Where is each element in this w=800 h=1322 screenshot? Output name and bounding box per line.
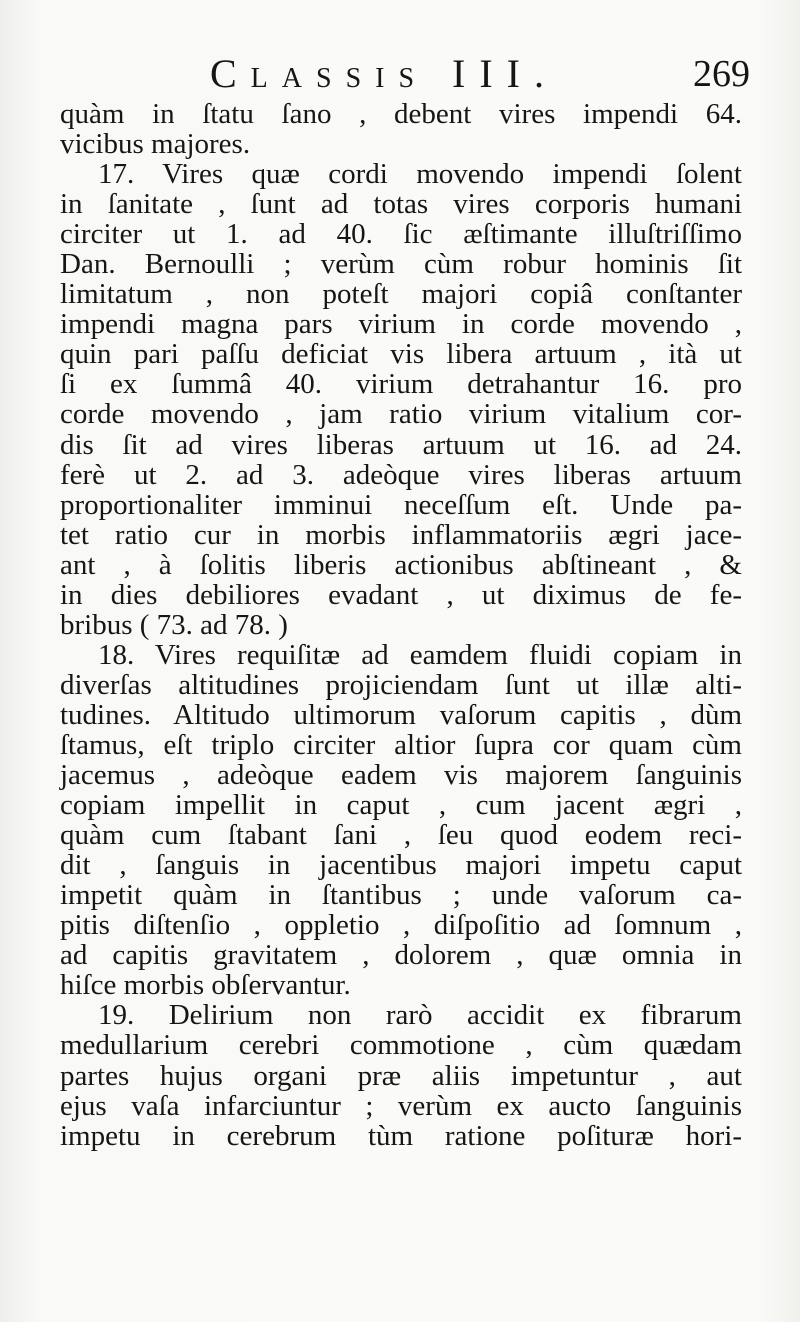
text-line: corde movendo , jam ratio virium vitalium cor- — [60, 398, 742, 431]
text-line: tet ratio cur in morbis inflammatoriis ægri jace- — [60, 518, 742, 551]
text-line: quàm in ſtatu ſano , debent vires impendi 64. — [60, 98, 742, 130]
text-line: medullarium cerebri commotione , cùm quædam — [60, 1029, 742, 1062]
text-line: proportionaliter imminui neceſſum eſt. Unde pa- — [60, 488, 742, 521]
text-line: jacemus , adeòque eadem vis majorem ſanguinis — [60, 759, 742, 792]
text-line: dis ſit ad vires liberas artuum ut 16. ad 24. — [60, 428, 742, 461]
text-line: 19. Delirium non rarò accidit ex fibrarum — [98, 999, 742, 1032]
text-line: diverſas altitudines projiciendam ſunt ut illæ alti- — [60, 668, 742, 701]
text-line: quàm cum ſtabant ſani , ſeu quod eodem reci- — [60, 819, 742, 852]
text-line: dit , ſanguis in jacentibus majori impetu caput — [60, 849, 742, 882]
text-line: 17. Vires quæ cordi movendo impendi ſolent — [98, 158, 742, 191]
text-line: partes hujus organi præ aliis impetuntur , aut — [60, 1059, 742, 1092]
page-number: 269 — [693, 53, 750, 95]
text-line: vicibus majores. — [60, 128, 251, 161]
text-line: impetu in cerebrum tùm ratione poſituræ hori- — [60, 1119, 742, 1152]
text-line: hiſce morbis obſervantur. — [60, 969, 351, 1002]
text-line: copiam impellit in caput , cum jacent ægri , — [60, 789, 742, 822]
running-title: Classis III. — [210, 51, 559, 96]
page-header — [60, 50, 750, 98]
text-line: ferè ut 2. ad 3. adeòque vires liberas artuum — [60, 458, 742, 491]
text-line: impetit quàm in ſtantibus ; unde vaſorum ca- — [60, 879, 742, 912]
text-line: ejus vaſa infarciuntur ; verùm ex aucto ſanguinis — [60, 1089, 742, 1122]
text-line: bribus ( 73. ad 78. ) — [60, 608, 288, 641]
text-line: Dan. Bernoulli ; verùm cùm robur hominis ſit — [60, 248, 742, 281]
text-line: ſtamus, eſt triplo circiter altior ſupra cor quam cùm — [60, 728, 742, 761]
text-line: impendi magna pars virium in corde movendo , — [60, 308, 742, 341]
text-line: limitatum , non poteſt majori copiâ conſtanter — [60, 278, 742, 311]
text-line: 18. Vires requiſitæ ad eamdem fluidi copiam in — [98, 638, 742, 671]
text-line: ſi ex ſummâ 40. virium detrahantur 16. pro — [60, 368, 742, 401]
text-line: quin pari paſſu deficiat vis libera artuum , ità ut — [60, 338, 742, 371]
text-line: ant , à ſolitis liberis actionibus abſtineant , & — [60, 548, 742, 581]
text-line: tudines. Altitudo ultimorum vaſorum capitis , dùm — [60, 698, 742, 731]
text-line: in ſanitate , ſunt ad totas vires corporis humani — [60, 188, 742, 221]
text-line: circiter ut 1. ad 40. ſic æſtimante illuſtriſſimo — [60, 218, 742, 251]
text-line: pitis diſtenſio , oppletio , diſpoſitio ad ſomnum , — [60, 909, 742, 942]
body-text — [60, 99, 742, 1151]
text-line: in dies debiliores evadant , ut diximus de fe- — [60, 578, 742, 611]
text-line: ad capitis gravitatem , dolorem , quæ omnia in — [60, 939, 742, 972]
